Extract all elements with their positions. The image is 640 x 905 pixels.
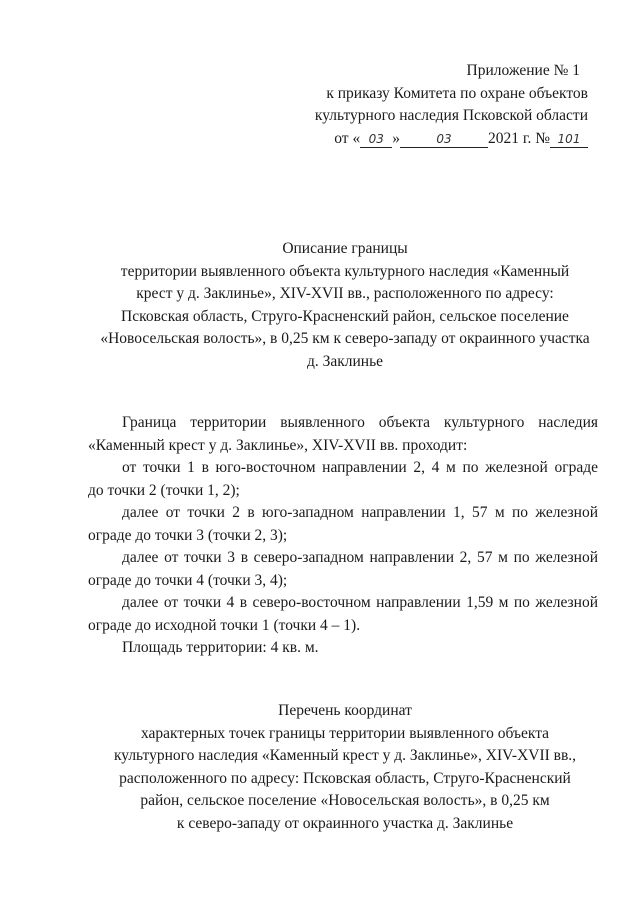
- date-day: 03: [360, 132, 392, 148]
- paragraph-line: до точки 2 (точки 1, 2);: [88, 481, 240, 499]
- date-prefix: от «: [334, 129, 361, 147]
- paragraph-line: Граница территории выявленного объекта культурного наследия: [122, 414, 598, 431]
- paragraph-line: ограде до точки 4 (точки 3, 4);: [88, 571, 288, 589]
- paragraph-line: «Каменный крест у д. Заклинье», XIV-XVII вв. проходит:: [88, 436, 468, 454]
- title-line: «Новосельская волость», в 0,25 км к северо-западу от окраинного участка: [100, 330, 590, 347]
- area-line: Площадь территории: 4 кв. м.: [122, 639, 319, 656]
- heading-line: культурного наследия «Каменный крест у д. Заклинье», XIV-XVII вв.,: [113, 747, 577, 764]
- date-year: 2021 г. №: [487, 129, 550, 147]
- heading-line: характерных точек границы территории выявленного объекта: [140, 724, 550, 742]
- heading-line: район, сельское поселение «Новосельская волость», в 0,25 км: [140, 792, 550, 809]
- title-line: крест у д. Заклинье», XIV-XVII вв., расположенного по адресу:: [136, 285, 554, 302]
- appendix-order-line: к приказу Комитета по охране объектов: [326, 84, 588, 102]
- coordinates-heading: [70, 700, 620, 835]
- heading-line: Перечень координат: [278, 702, 412, 719]
- boundary-description-title: [70, 238, 620, 373]
- heading-line: расположенного по адресу: Псковская область, Струго-Красненский: [119, 769, 571, 787]
- heading-line: к северо-западу от окраинного участка д. Заклинье: [176, 814, 514, 832]
- paragraph-line: ограде до исходной точки 1 (точки 4 – 1).: [88, 616, 361, 634]
- date-month: 03: [400, 132, 488, 148]
- paragraph-line: далее от точки 2 в юго-западном направлении 1, 57 м по железной: [122, 504, 598, 521]
- appendix-committee-line: культурного наследия Псковской области: [314, 107, 588, 124]
- boundary-text: [88, 412, 598, 660]
- appendix-title: Приложение № 1: [466, 62, 580, 79]
- paragraph-line: далее от точки 4 в северо-восточном направлении 1,59 м по железной: [122, 594, 598, 611]
- title-line: Псковская область, Струго-Красненский район, сельское поселение: [121, 307, 569, 325]
- appendix-header: [315, 60, 588, 150]
- appendix-date-line: [315, 128, 588, 151]
- paragraph-line: ограде до точки 3 (точки 2, 3);: [88, 526, 288, 544]
- order-number: 101: [550, 132, 588, 148]
- paragraph-line: далее от точки 3 в северо-западном направлении 2, 57 м по железной: [122, 549, 598, 566]
- title-line: территории выявленного объекта культурного наследия «Каменный: [120, 262, 570, 280]
- title-line: Описание границы: [282, 240, 408, 257]
- date-mid: »: [392, 129, 400, 147]
- paragraph-line: от точки 1 в юго-восточном направлении 2, 4 м по железной ограде: [122, 459, 598, 476]
- title-line: д. Заклинье: [306, 352, 384, 370]
